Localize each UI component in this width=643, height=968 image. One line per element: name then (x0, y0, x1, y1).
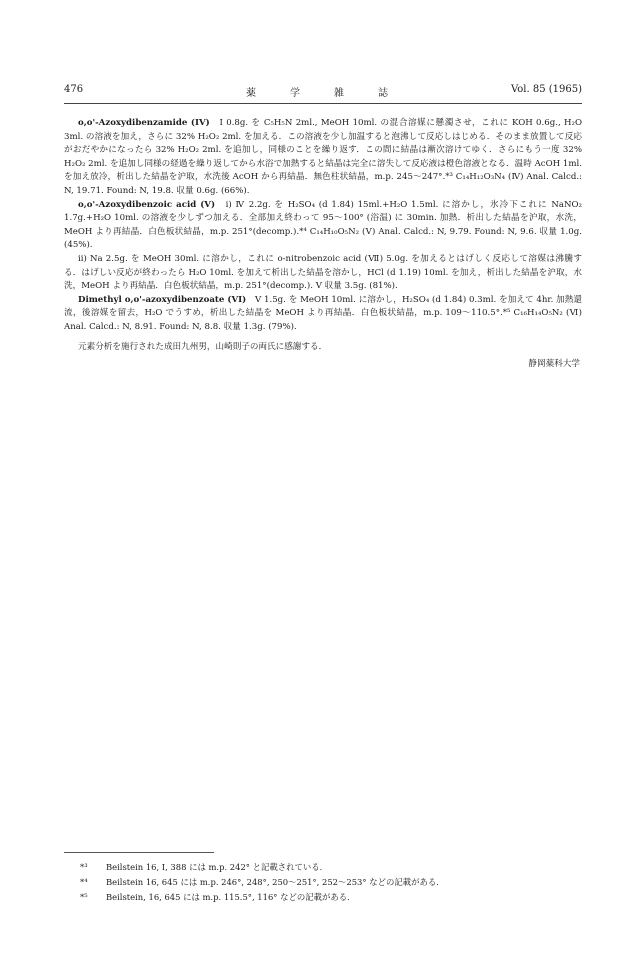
footnote-text: Beilstein 16, 645 には m.p. 246°, 248°, 250～251°, 252～253° などの記載がある． (106, 877, 445, 887)
acknowledgment: 元素分析を施行された成田九州男，山崎則子の両氏に感謝する． (78, 341, 328, 352)
footnote-text: Beilstein, 16, 645 には m.p. 115.5°, 116° などの記載がある． (106, 892, 356, 902)
footnote-mark: *³ (80, 862, 88, 872)
compound-heading: Dimethyl o,o'-azoxydibenzoate (VI) (78, 294, 247, 305)
volume-info: Vol. 85 (1965) (510, 84, 582, 95)
paragraph-text: Ⅴ 1.5g. を MeOH 10ml. に溶かし，H₂SO₄ (d 1.84) 0.3ml. を加えて 4hr. 加熱還流，後溶媒を留去，H₂O でうすめ，析出した結晶を MeOH より再結晶．白色板状結晶，m.p. 109～110.5°.*⁵ C₁₆H₁₄O₅N₂ (Ⅵ) Anal. Calcd.: N, 8.91. Found: N, 8.8. 収量 1.3g. (79%). (64, 294, 583, 332)
header-divider (64, 103, 582, 104)
paragraph-azoxydibenzamide (64, 117, 582, 199)
footnote-mark: *⁴ (80, 877, 88, 887)
experimental-section (64, 117, 582, 372)
footnotes (80, 860, 580, 905)
compound-heading: o,o'-Azoxydibenzoic acid (V) (78, 199, 216, 210)
journal-title: 薬 学 雑 誌 (246, 88, 400, 99)
paragraph-text: ii) Na 2.5g. を MeOH 30ml. に溶かし，これに o-nitrobenzoic acid (Ⅶ) 5.0g. を加えるとはげしく反応して溶媒は沸騰する．はげしい反応が終わったら H₂O 10ml. を加えて析出した結晶を溶かし，HCl (d 1.19) 10ml. を加え，析出した結晶を沪取，水洗，MeOH より再結晶．白色板状結晶，m.p. 251°(decomp.). Ⅴ 収量 3.5g. (81%). (64, 253, 582, 292)
footnote (80, 890, 580, 905)
paragraph-text: i) Ⅳ 2.2g. を H₂SO₄ (d 1.84) 15ml.+H₂O 1.5ml. に溶かし，氷冷下これに NaNO₂ 1.7g.+H₂O 10ml. の溶液を少しずつ加える．全部加え終わって 95～100° (浴温) に 30min. 加熱．析出した結晶を沪取，水洗，MeOH より再結晶．白色板状結晶，m.p. 251°(decomp.).*⁴ C₁₄H₁₀O₅N₂ (Ⅴ) Anal. Calcd.: N, 9.79. Found: N, 9.6. 収量 1.0g. (45%). (64, 199, 582, 251)
footnote (80, 875, 580, 890)
paragraph-text: I 0.8g. を C₅H₅N 2ml., MeOH 10ml. の混合溶媒に懸濁させ，これに KOH 0.6g., H₂O 3ml. の溶液を加え，さらに 32% H₂O₂ 2ml. を加える．この溶液を少し加温すると泡沸して反応しはじめる．そのまま放置して反応がおだやかになったら 32% H₂O₂ 2ml. を追加し，同様のことを繰り返す．この間に結晶は漸次溶けてゆく．さらにもう一度 32% H₂O₂ 2ml. を追加し同様の経過を繰り返してから水浴で加熱すると結晶は完全に溶失して反応液は橙色溶液となる．温時 AcOH 1ml. を加え放冷，析出した結晶を沪取，水洗後 AcOH から再結晶．無色柱状結晶，m.p. 245～247°.*³ C₁₄H₁₂O₃N₄ (Ⅳ) Anal. Calcd.: N, 19.71. Found: N, 19.8. 収量 0.6g. (66%). (64, 118, 582, 196)
page-number: 476 (64, 84, 84, 95)
paragraph-azoxydibenzoic-acid (64, 199, 582, 253)
affiliation: 静岡薬科大学 (528, 359, 580, 370)
running-header (64, 84, 582, 100)
footnote-text: Beilstein 16, I, 388 には m.p. 242° と記載されている． (106, 862, 328, 872)
footnote (80, 860, 580, 875)
footnote-mark: *⁵ (80, 892, 88, 902)
paragraph-dimethyl-ester (64, 294, 582, 335)
paragraph-method-ii (64, 253, 582, 294)
footnote-divider (64, 852, 214, 853)
compound-heading: o,o'-Azoxydibenzamide (IV) (78, 118, 210, 128)
